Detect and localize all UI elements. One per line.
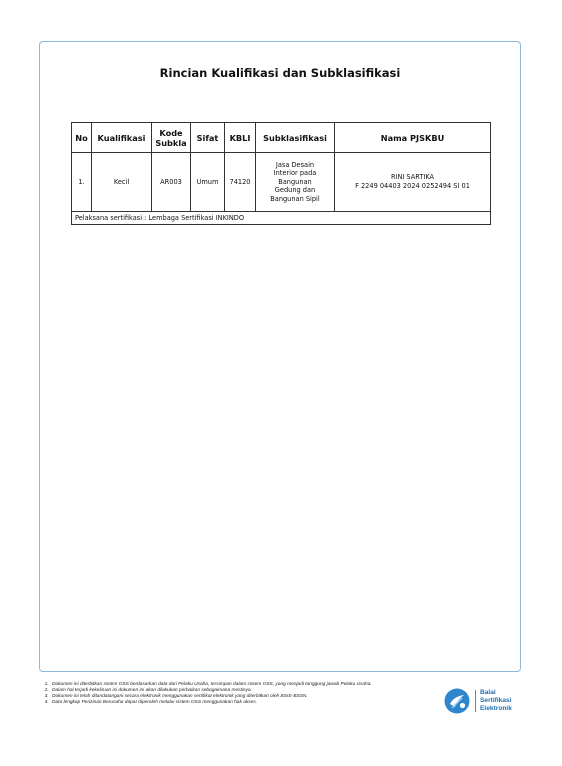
bsre-wordmark — [480, 689, 512, 713]
logo-line-2: Sertifikasi — [480, 697, 512, 704]
subklasifikasi-line: Jasa Desain — [275, 160, 315, 169]
document-title: Rincian Kualifikasi dan Subklasifikasi — [159, 66, 401, 80]
header-kode-line1: Kode — [159, 127, 183, 138]
header-kualifikasi: Kualifikasi — [92, 123, 152, 153]
subklasifikasi-line: Gedung dan — [274, 186, 316, 195]
header-subklasifikasi: Subklasifikasi — [256, 123, 335, 153]
subklasifikasi-line: Interior pada — [273, 169, 317, 178]
bsre-emblem-icon — [444, 688, 470, 714]
note-item: 1. Dokumen ini diterbitkan sistem OSS berdasarkan data dari Pelaku Usaha, tersimpan dalam sistem OSS, yang menjadi tanggung jawab Pelaku Usaha. — [50, 682, 460, 688]
note-item: 4. Data lengkap Perizinan Berusaha dapat diperoleh melalui sistem OSS menggunakan hak akses. — [50, 700, 460, 706]
header-kode-subkla — [152, 123, 191, 153]
cell-kode: AR003 — [152, 153, 191, 212]
header-kode-line2: Subkla — [155, 137, 187, 148]
cell-no: 1. — [72, 153, 92, 212]
table-footer-row — [72, 212, 491, 225]
subklasifikasi-line: Bangunan — [278, 177, 312, 186]
note-item: 2. Dalam hal terjadi kekeliruan isi dokumen ini akan dilakukan perbaikan sebagaimana mestinya. — [50, 688, 460, 694]
bsre-logo — [444, 686, 524, 718]
pjskbu-name: RINI SARTIKA — [390, 173, 435, 182]
header-kbli: KBLI — [225, 123, 256, 153]
note-item: 3. Dokumen ini telah ditandatangani secara elektronik menggunakan sertifikat elektronik yang diterbitkan oleh BSrE-BSSN. — [50, 694, 460, 700]
cell-subklasifikasi — [256, 153, 335, 212]
header-nama-pjskbu: Nama PJSKBU — [335, 123, 491, 153]
cell-sifat: Umum — [191, 153, 225, 212]
header-no: No — [72, 123, 92, 153]
pjskbu-number: F 2249 04403 2024 0252494 SI 01 — [355, 182, 470, 190]
cell-kbli: 74120 — [225, 153, 256, 212]
qualification-table — [71, 122, 491, 225]
cell-pjskbu — [335, 153, 491, 212]
logo-line-1: Balai — [480, 689, 496, 696]
subklasifikasi-line: Bangunan Sipil — [270, 194, 320, 203]
cell-kualifikasi: Kecil — [92, 153, 152, 212]
table-header-row — [72, 123, 491, 153]
footer-notes — [38, 682, 460, 706]
logo-line-3: Elektronik — [480, 705, 512, 712]
logo-divider — [475, 690, 476, 712]
header-sifat: Sifat — [191, 123, 225, 153]
table-row — [72, 153, 491, 212]
certification-body-note: Pelaksana sertifikasi : Lembaga Sertifikasi INKINDO — [72, 212, 491, 225]
